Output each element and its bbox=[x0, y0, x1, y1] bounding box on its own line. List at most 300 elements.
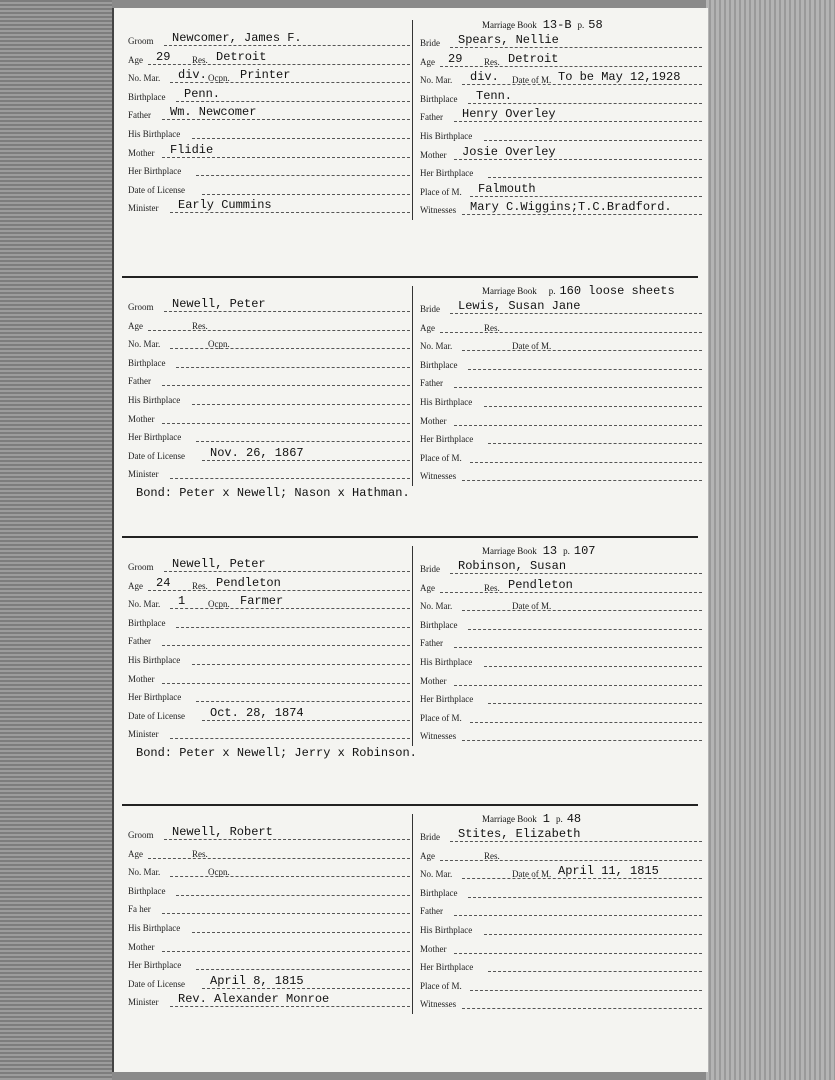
groom-her-birthplace-label: Her Birthplace bbox=[128, 692, 182, 703]
bond-note: Bond: Peter x Newell; Jerry x Robinson. bbox=[136, 746, 417, 760]
groom-father-line bbox=[162, 119, 410, 120]
bride-place-of-m-value: Falmouth bbox=[478, 181, 536, 196]
groom-date-of-license-row bbox=[128, 445, 410, 463]
groom-no-mar-label: No. Mar. bbox=[128, 339, 161, 350]
groom-name-line bbox=[164, 571, 410, 572]
groom-mother-label: Mother bbox=[128, 147, 155, 158]
marriage-book-header bbox=[482, 284, 679, 298]
groom-age-label: Age bbox=[128, 580, 143, 591]
groom-no-mar-line bbox=[170, 608, 410, 609]
marriage-book-header bbox=[482, 18, 607, 32]
bride-her-birthplace-label: Her Birthplace bbox=[420, 434, 474, 445]
groom-name-value: Newell, Peter bbox=[172, 297, 266, 311]
bride-father-row bbox=[420, 106, 702, 124]
bride-his-birthplace-line bbox=[484, 666, 702, 667]
bride-birthplace-line bbox=[468, 897, 702, 898]
bride-mother-value: Josie Overley bbox=[462, 144, 556, 159]
groom-no-mar-line bbox=[170, 876, 410, 877]
groom-date-of-license-row bbox=[128, 973, 410, 991]
bride-witnesses-row bbox=[420, 725, 702, 743]
groom-her-birthplace-label: Her Birthplace bbox=[128, 166, 182, 177]
groom-father-row bbox=[128, 630, 410, 648]
groom-birthplace-label: Birthplace bbox=[128, 91, 166, 102]
bride-place-of-m-row bbox=[420, 707, 702, 725]
groom-column bbox=[128, 296, 412, 506]
bride-his-birthplace-label: His Birthplace bbox=[420, 657, 473, 667]
bride-name-line bbox=[450, 47, 702, 48]
bride-birthplace-row bbox=[420, 882, 702, 900]
bride-his-birthplace-row bbox=[420, 651, 702, 669]
bride-column bbox=[420, 18, 708, 240]
groom-father-line bbox=[162, 913, 410, 914]
bride-res-label: Res. bbox=[484, 322, 500, 333]
groom-name-line bbox=[164, 45, 410, 46]
marriage-book-page: 160 loose sheets bbox=[559, 284, 675, 298]
groom-name-line bbox=[164, 311, 410, 312]
groom-her-birthplace-row bbox=[128, 160, 410, 178]
groom-date-of-license-value: Oct. 28, 1874 bbox=[210, 705, 304, 720]
groom-name-row bbox=[128, 296, 410, 314]
marriage-book-page-label: p. bbox=[548, 286, 556, 296]
bride-mother-row bbox=[420, 144, 702, 162]
bride-witnesses-value: Mary C.Wiggins;T.C.Bradford. bbox=[470, 200, 672, 215]
groom-birthplace-line bbox=[176, 627, 410, 628]
groom-mother-label: Mother bbox=[128, 673, 155, 684]
groom-date-of-license-label: Date of License bbox=[128, 710, 185, 721]
groom-birthplace-label: Birthplace bbox=[128, 357, 166, 368]
marriage-book-label: Marriage Book bbox=[482, 286, 537, 296]
groom-date-of-license-label: Date of License bbox=[128, 184, 185, 195]
bride-name-label: Bride bbox=[420, 832, 440, 842]
groom-father-row bbox=[128, 370, 410, 388]
bride-date-of-m-value: To be May 12,1928 bbox=[558, 70, 681, 85]
groom-father-label: Father bbox=[128, 636, 151, 647]
bride-place-of-m-label: Place of M. bbox=[420, 712, 462, 723]
bride-name-line bbox=[450, 313, 702, 314]
groom-name-row bbox=[128, 30, 410, 48]
groom-father-label: Father bbox=[128, 110, 151, 121]
bride-no-mar-label: No. Mar. bbox=[420, 869, 453, 880]
groom-father-label: Father bbox=[128, 376, 151, 387]
groom-age-line bbox=[148, 858, 410, 859]
scan-margin-right bbox=[706, 0, 835, 1080]
groom-mother-label: Mother bbox=[128, 941, 155, 952]
groom-res-label: Res. bbox=[192, 848, 208, 859]
marriage-book-label: Marriage Book bbox=[482, 546, 537, 556]
groom-name-label: Groom bbox=[128, 302, 154, 312]
groom-name-row bbox=[128, 556, 410, 574]
groom-his-birthplace-label: His Birthplace bbox=[128, 655, 181, 665]
bond-note: Bond: Peter x Newell; Nason x Hathman. bbox=[136, 486, 410, 500]
groom-age-row bbox=[128, 843, 410, 861]
groom-no-mar-row bbox=[128, 861, 410, 879]
bride-father-line bbox=[454, 647, 702, 648]
groom-name-row bbox=[128, 824, 410, 842]
groom-date-of-license-value: Nov. 26, 1867 bbox=[210, 445, 304, 460]
bride-no-mar-line bbox=[462, 84, 702, 85]
groom-ocpn-label: Ocpn. bbox=[208, 599, 230, 610]
bride-witnesses-line bbox=[462, 480, 702, 481]
groom-date-of-license-line bbox=[202, 988, 410, 989]
groom-age-label: Age bbox=[128, 848, 143, 859]
bride-mother-line bbox=[454, 159, 702, 160]
bride-age-row bbox=[420, 317, 702, 335]
groom-minister-label: Minister bbox=[128, 729, 159, 740]
groom-father-row bbox=[128, 104, 410, 122]
groom-mother-line bbox=[162, 157, 410, 158]
groom-minister-row bbox=[128, 723, 410, 741]
bride-witnesses-line bbox=[462, 740, 702, 741]
bride-witnesses-row bbox=[420, 199, 702, 217]
bride-age-label: Age bbox=[420, 850, 435, 861]
bride-his-birthplace-label: His Birthplace bbox=[420, 131, 473, 141]
groom-ocpn-value: Farmer bbox=[240, 594, 284, 609]
bride-witnesses-label: Witnesses bbox=[420, 205, 457, 216]
bride-birthplace-row bbox=[420, 88, 702, 106]
groom-his-birthplace-label: His Birthplace bbox=[128, 923, 181, 933]
groom-no-mar-value: div. bbox=[178, 68, 207, 83]
bride-her-birthplace-line bbox=[488, 443, 702, 444]
marriage-book-page-label: p. bbox=[555, 814, 563, 824]
bride-place-of-m-row bbox=[420, 975, 702, 993]
groom-ocpn-label: Ocpn. bbox=[208, 73, 230, 84]
groom-his-birthplace-row bbox=[128, 389, 410, 407]
bride-her-birthplace-row bbox=[420, 162, 702, 180]
marriage-book-page-label: p. bbox=[563, 546, 570, 556]
groom-mother-row bbox=[128, 936, 410, 954]
bride-name-row bbox=[420, 32, 702, 50]
groom-name-value: Newell, Robert bbox=[172, 825, 273, 839]
bride-no-mar-label: No. Mar. bbox=[420, 601, 453, 612]
groom-no-mar-row bbox=[128, 333, 410, 351]
groom-his-birthplace-line bbox=[192, 138, 410, 139]
bride-no-mar-row bbox=[420, 335, 702, 353]
groom-his-birthplace-label: His Birthplace bbox=[128, 129, 181, 139]
groom-res-label: Res. bbox=[192, 320, 208, 331]
bride-column bbox=[420, 544, 708, 766]
groom-her-birthplace-line bbox=[196, 441, 410, 442]
groom-name-label: Groom bbox=[128, 562, 154, 572]
bride-name-label: Bride bbox=[420, 304, 440, 314]
bride-mother-label: Mother bbox=[420, 943, 447, 954]
groom-her-birthplace-label: Her Birthplace bbox=[128, 960, 182, 971]
bride-age-label: Age bbox=[420, 322, 435, 333]
bride-place-of-m-line bbox=[470, 722, 702, 723]
marriage-card bbox=[114, 798, 708, 1072]
bride-no-mar-row bbox=[420, 69, 702, 87]
bride-name-label: Bride bbox=[420, 564, 440, 574]
groom-mother-row bbox=[128, 408, 410, 426]
groom-birthplace-line bbox=[176, 895, 410, 896]
bride-her-birthplace-line bbox=[488, 703, 702, 704]
groom-birthplace-label: Birthplace bbox=[128, 885, 166, 896]
groom-date-of-license-label: Date of License bbox=[128, 978, 185, 989]
groom-age-row bbox=[128, 315, 410, 333]
groom-name-value: Newell, Peter bbox=[172, 557, 266, 571]
groom-minister-line bbox=[170, 1006, 410, 1007]
marriage-book-number: 13 bbox=[542, 544, 558, 558]
bride-father-line bbox=[454, 915, 702, 916]
groom-date-of-license-row bbox=[128, 179, 410, 197]
bride-father-line bbox=[454, 121, 702, 122]
marriage-book-label: Marriage Book bbox=[482, 20, 537, 30]
groom-minister-row bbox=[128, 197, 410, 215]
bride-place-of-m-line bbox=[470, 462, 702, 463]
bride-no-mar-value: div. bbox=[470, 70, 499, 85]
groom-minister-label: Minister bbox=[128, 469, 159, 480]
bride-date-of-m-label: Date of M. bbox=[512, 869, 552, 880]
groom-name-line bbox=[164, 839, 410, 840]
bride-his-birthplace-line bbox=[484, 406, 702, 407]
bride-her-birthplace-row bbox=[420, 688, 702, 706]
bride-age-line bbox=[440, 592, 702, 593]
bride-mother-label: Mother bbox=[420, 675, 447, 686]
groom-minister-row bbox=[128, 991, 410, 1009]
bride-mother-row bbox=[420, 670, 702, 688]
bride-name-line bbox=[450, 841, 702, 842]
groom-age-line bbox=[148, 64, 410, 65]
bride-his-birthplace-label: His Birthplace bbox=[420, 925, 473, 935]
groom-column bbox=[128, 824, 412, 1034]
bride-witnesses-label: Witnesses bbox=[420, 731, 457, 742]
bride-name-row bbox=[420, 826, 702, 844]
groom-name-label: Groom bbox=[128, 36, 154, 46]
bride-column bbox=[420, 812, 708, 1034]
bride-birthplace-label: Birthplace bbox=[420, 619, 458, 630]
groom-mother-label: Mother bbox=[128, 413, 155, 424]
groom-res-label: Res. bbox=[192, 54, 208, 65]
bride-father-label: Father bbox=[420, 112, 443, 123]
groom-her-birthplace-line bbox=[196, 701, 410, 702]
bride-mother-row bbox=[420, 938, 702, 956]
bride-witnesses-row bbox=[420, 465, 702, 483]
groom-birthplace-line bbox=[176, 101, 410, 102]
bride-his-birthplace-row bbox=[420, 391, 702, 409]
groom-date-of-license-label: Date of License bbox=[128, 450, 185, 461]
marriage-book-page: 48 bbox=[566, 812, 582, 826]
bride-no-mar-row bbox=[420, 595, 702, 613]
bride-place-of-m-row bbox=[420, 447, 702, 465]
bride-birthplace-label: Birthplace bbox=[420, 359, 458, 370]
groom-minister-label: Minister bbox=[128, 203, 159, 214]
groom-res-value: Detroit bbox=[216, 49, 267, 64]
bride-witnesses-line bbox=[462, 214, 702, 215]
groom-age-line bbox=[148, 590, 410, 591]
bride-place-of-m-line bbox=[470, 196, 702, 197]
groom-father-line bbox=[162, 645, 410, 646]
bride-name-value: Stites, Elizabeth bbox=[458, 827, 581, 841]
bride-column bbox=[420, 284, 708, 506]
bride-place-of-m-line bbox=[470, 990, 702, 991]
groom-her-birthplace-label: Her Birthplace bbox=[128, 432, 182, 443]
groom-mother-line bbox=[162, 683, 410, 684]
bride-no-mar-line bbox=[462, 878, 702, 879]
groom-his-birthplace-label: His Birthplace bbox=[128, 395, 181, 405]
bride-her-birthplace-row bbox=[420, 428, 702, 446]
groom-date-of-license-row bbox=[128, 705, 410, 723]
groom-minister-value: Early Cummins bbox=[178, 198, 272, 213]
bride-age-value: 29 bbox=[448, 51, 463, 66]
groom-mother-line bbox=[162, 423, 410, 424]
marriage-book-label: Marriage Book bbox=[482, 814, 537, 824]
bride-name-value: Lewis, Susan Jane bbox=[458, 299, 581, 313]
bride-her-birthplace-label: Her Birthplace bbox=[420, 694, 474, 705]
bride-father-label: Father bbox=[420, 638, 443, 649]
groom-father-line bbox=[162, 385, 410, 386]
bride-name-row bbox=[420, 558, 702, 576]
groom-mother-line bbox=[162, 951, 410, 952]
groom-birthplace-row bbox=[128, 352, 410, 370]
marriage-book-header bbox=[482, 812, 585, 826]
groom-mother-row bbox=[128, 668, 410, 686]
marriage-book-page-label: p. bbox=[577, 20, 585, 30]
bride-mother-row bbox=[420, 410, 702, 428]
groom-mother-value: Flidie bbox=[170, 142, 214, 157]
groom-his-birthplace-row bbox=[128, 123, 410, 141]
bride-place-of-m-label: Place of M. bbox=[420, 980, 462, 991]
bride-birthplace-line bbox=[468, 629, 702, 630]
groom-mother-row bbox=[128, 142, 410, 160]
groom-birthplace-row bbox=[128, 880, 410, 898]
bride-his-birthplace-row bbox=[420, 125, 702, 143]
bride-his-birthplace-label: His Birthplace bbox=[420, 397, 473, 407]
groom-his-birthplace-line bbox=[192, 664, 410, 665]
bride-mother-label: Mother bbox=[420, 149, 447, 160]
groom-her-birthplace-line bbox=[196, 175, 410, 176]
groom-father-label: Fa her bbox=[128, 904, 151, 915]
bride-witnesses-row bbox=[420, 993, 702, 1011]
bride-age-row bbox=[420, 845, 702, 863]
groom-birthplace-label: Birthplace bbox=[128, 617, 166, 628]
groom-his-birthplace-row bbox=[128, 917, 410, 935]
bride-her-birthplace-line bbox=[488, 177, 702, 178]
bride-name-value: Spears, Nellie bbox=[458, 33, 559, 47]
groom-date-of-license-value: April 8, 1815 bbox=[210, 973, 304, 988]
bride-date-of-m-label: Date of M. bbox=[512, 601, 552, 612]
bride-res-label: Res. bbox=[484, 850, 500, 861]
groom-no-mar-value: 1 bbox=[178, 594, 186, 609]
bride-witnesses-label: Witnesses bbox=[420, 999, 457, 1010]
marriage-card bbox=[114, 8, 708, 270]
groom-age-value: 29 bbox=[156, 49, 171, 64]
bride-date-of-m-label: Date of M. bbox=[512, 75, 552, 86]
bride-age-row bbox=[420, 51, 702, 69]
bride-age-line bbox=[440, 66, 702, 67]
bride-place-of-m-label: Place of M. bbox=[420, 452, 462, 463]
bride-birthplace-row bbox=[420, 614, 702, 632]
bride-her-birthplace-line bbox=[488, 971, 702, 972]
bride-father-label: Father bbox=[420, 906, 443, 917]
groom-date-of-license-line bbox=[202, 460, 410, 461]
scan-margin-left bbox=[0, 0, 112, 1080]
bride-res-label: Res. bbox=[484, 582, 500, 593]
groom-birthplace-row bbox=[128, 86, 410, 104]
groom-no-mar-line bbox=[170, 348, 410, 349]
groom-age-row bbox=[128, 575, 410, 593]
groom-minister-row bbox=[128, 463, 410, 481]
groom-father-row bbox=[128, 898, 410, 916]
bride-no-mar-row bbox=[420, 863, 702, 881]
groom-name-value: Newcomer, James F. bbox=[172, 31, 302, 45]
groom-date-of-license-line bbox=[202, 194, 410, 195]
bride-her-birthplace-label: Her Birthplace bbox=[420, 168, 474, 179]
bride-age-label: Age bbox=[420, 582, 435, 593]
groom-her-birthplace-row bbox=[128, 426, 410, 444]
bride-witnesses-label: Witnesses bbox=[420, 471, 457, 482]
bride-date-of-m-label: Date of M. bbox=[512, 341, 552, 352]
bride-mother-line bbox=[454, 685, 702, 686]
bride-no-mar-line bbox=[462, 610, 702, 611]
bride-his-birthplace-line bbox=[484, 140, 702, 141]
groom-column bbox=[128, 30, 412, 240]
bride-birthplace-label: Birthplace bbox=[420, 887, 458, 898]
bride-name-label: Bride bbox=[420, 38, 440, 48]
marriage-book-number: 1 bbox=[542, 812, 550, 826]
bride-name-row bbox=[420, 298, 702, 316]
bride-place-of-m-row bbox=[420, 181, 702, 199]
marriage-card bbox=[114, 270, 708, 530]
groom-age-row bbox=[128, 49, 410, 67]
bride-father-value: Henry Overley bbox=[462, 107, 556, 122]
column-separator bbox=[412, 20, 413, 220]
bride-birthplace-line bbox=[468, 103, 702, 104]
bride-age-label: Age bbox=[420, 56, 435, 67]
groom-age-value: 24 bbox=[156, 575, 171, 590]
groom-age-line bbox=[148, 330, 410, 331]
bride-res-label: Res. bbox=[484, 56, 500, 67]
column-separator bbox=[412, 546, 413, 746]
bride-birthplace-value: Tenn. bbox=[476, 88, 513, 103]
bride-name-value: Robinson, Susan bbox=[458, 559, 567, 573]
groom-his-birthplace-row bbox=[128, 649, 410, 667]
bride-witnesses-line bbox=[462, 1008, 702, 1009]
bride-her-birthplace-label: Her Birthplace bbox=[420, 962, 474, 973]
bride-date-of-m-value: April 11, 1815 bbox=[558, 864, 659, 879]
groom-no-mar-label: No. Mar. bbox=[128, 867, 161, 878]
groom-column bbox=[128, 556, 412, 766]
bride-father-line bbox=[454, 387, 702, 388]
groom-her-birthplace-line bbox=[196, 969, 410, 970]
groom-age-label: Age bbox=[128, 320, 143, 331]
groom-ocpn-label: Ocpn. bbox=[208, 339, 230, 350]
bride-father-label: Father bbox=[420, 378, 443, 389]
bride-age-row bbox=[420, 577, 702, 595]
document-page bbox=[112, 8, 708, 1072]
groom-birthplace-line bbox=[176, 367, 410, 368]
groom-ocpn-label: Ocpn. bbox=[208, 867, 230, 878]
marriage-book-number: 13-B bbox=[542, 18, 572, 32]
marriage-book-page: 58 bbox=[588, 18, 603, 32]
groom-minister-line bbox=[170, 738, 410, 739]
groom-minister-label: Minister bbox=[128, 997, 159, 1008]
bride-father-row bbox=[420, 900, 702, 918]
marriage-card bbox=[114, 530, 708, 798]
groom-birthplace-value: Penn. bbox=[184, 86, 221, 101]
groom-no-mar-row bbox=[128, 593, 410, 611]
groom-res-label: Res. bbox=[192, 580, 208, 591]
groom-res-value: Pendleton bbox=[216, 575, 281, 590]
groom-his-birthplace-line bbox=[192, 404, 410, 405]
bride-no-mar-line bbox=[462, 350, 702, 351]
groom-ocpn-value: Printer bbox=[240, 68, 291, 83]
bride-place-of-m-label: Place of M. bbox=[420, 186, 462, 197]
column-separator bbox=[412, 814, 413, 1014]
bride-mother-line bbox=[454, 425, 702, 426]
bride-his-birthplace-line bbox=[484, 934, 702, 935]
bride-res-value: Detroit bbox=[508, 51, 559, 66]
bride-no-mar-label: No. Mar. bbox=[420, 75, 453, 86]
bride-name-line bbox=[450, 573, 702, 574]
